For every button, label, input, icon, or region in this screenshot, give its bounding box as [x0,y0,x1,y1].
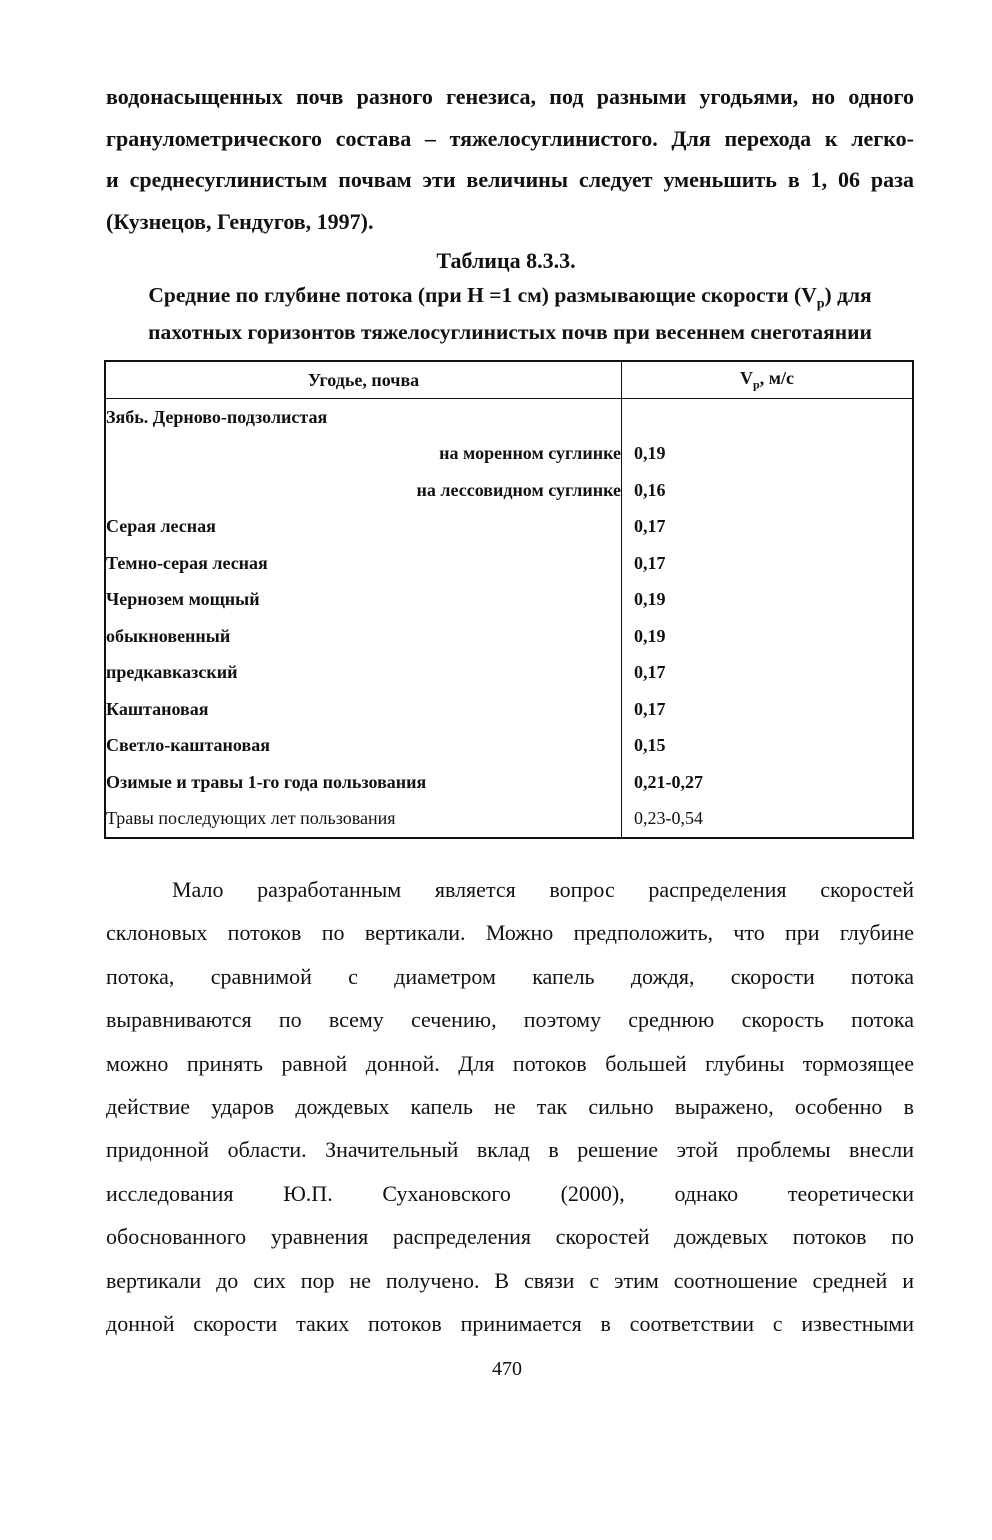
table-row [105,399,913,436]
row-label: Каштановая [105,691,622,728]
row-value: 0,19 [634,625,666,646]
row-value: 0,15 [634,735,666,756]
table-row [105,618,913,655]
text-line: выравниваются по всему сечению, поэтому среднюю скорость потока [106,1007,914,1033]
row-label: обыкновенный [105,618,622,655]
row-value: 0,17 [634,662,666,683]
row-label: Чернозем мощный [105,582,622,619]
row-label: на лессовидном суглинке [105,472,622,509]
table-row [105,582,913,619]
row-label: Зябь. Дерново-подзолистая [105,399,622,436]
row-value: 0,17 [634,698,666,719]
text-line: обоснованного уравнения распределения скоростей дождевых потоков по [106,1224,914,1250]
table-row [105,509,913,546]
table-row [105,801,913,839]
text-line: донной скорости таких потоков принимается в соответствии с известными [106,1311,914,1337]
row-value: 0,19 [634,589,666,610]
table-caption [100,281,920,346]
row-value: 0,16 [634,479,666,500]
table-row [105,764,913,801]
text-line: гранулометрического состава – тяжелосуглинистого. Для перехода к легко- [106,125,914,151]
row-value: 0,17 [634,516,666,537]
row-label: Светло-каштановая [105,728,622,765]
text-line: придонной области. Значительный вклад в решение этой проблемы внесли [106,1137,914,1163]
row-label: Озимые и травы 1-го года пользования [105,764,622,801]
row-label: Темно-серая лесная [105,545,622,582]
row-label: предкавказский [105,655,622,692]
text-line: и среднесуглинистым почвам эти величины следует уменьшить в 1, 06 раза [106,167,914,192]
text-line: склоновых потоков по вертикали. Можно предположить, что при глубине [106,920,914,946]
text-line: исследования Ю.П. Сухановского (2000), однако теоретически [106,1180,914,1206]
top-paragraph [106,76,914,242]
row-value: 0,21-0,27 [634,771,703,792]
row-label: Серая лесная [105,509,622,546]
text-line: водонасыщенных почв разного генезиса, под разными угодьями, но одного [106,84,914,109]
row-value: 0,19 [634,443,666,464]
table-caption-line-1: Средние по глубине потока (при Н =1 см) размывающие скорости $(V_p)$ для [148,283,872,312]
table-row [105,545,913,582]
table-row [105,655,913,692]
text-line: Мало разработанным является вопрос распределения скоростей [172,877,914,902]
table-header-row [105,361,913,399]
table-row [105,728,913,765]
column-header-velocity: $V_p$, м/с [622,361,914,399]
velocity-table [104,360,914,839]
column-header-land-soil: Угодье, почва [105,361,622,399]
row-value [622,399,914,436]
text-line: вертикали до сих пор не получено. В связи с этим соотношение средней и [106,1267,914,1293]
text-line: действие ударов дождевых капель не так сильно выражено, особенно в [106,1094,914,1120]
text-line: потока, сравнимой с диаметром капель дождя, скорости потока [106,963,914,989]
bottom-paragraph [106,868,914,1345]
row-value: 0,23-0,54 [634,808,703,829]
table-row [105,472,913,509]
row-label: Травы последующих лет пользования [105,801,622,839]
text-line: можно принять равной донной. Для потоков большей глубины тормозящее [106,1050,914,1076]
page-number: 470 [492,1358,522,1380]
table-caption-line-2: пахотных горизонтов тяжелосуглинистых почв при весеннем снеготаянии [148,320,872,345]
row-value: 0,17 [634,552,666,573]
text-line: (Кузнецов, Гендугов, 1997). [106,208,374,234]
table-row [105,691,913,728]
table-number: Таблица 8.3.3. [436,248,576,273]
row-label: на моренном суглинке [105,436,622,473]
table-row [105,436,913,473]
